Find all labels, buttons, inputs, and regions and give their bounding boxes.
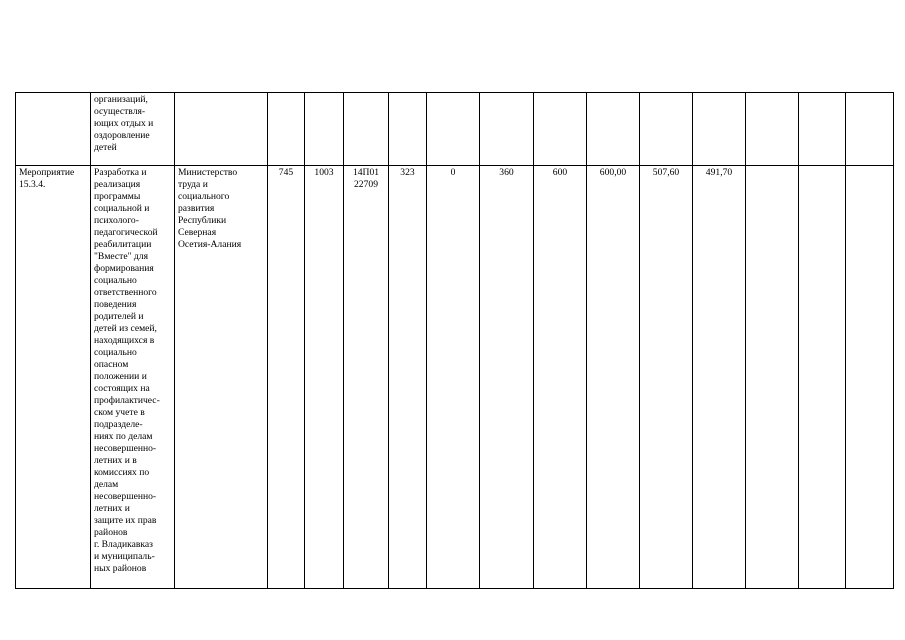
table-row (16, 93, 894, 166)
section-cell: 1003 (305, 166, 344, 589)
value-cell (799, 166, 846, 589)
value-cell: 600 (534, 166, 587, 589)
value-cell (587, 93, 640, 166)
grbs-cell: 745 (268, 166, 305, 589)
value-cell (427, 93, 480, 166)
table-row (16, 166, 894, 589)
value-cell: 0 (427, 166, 480, 589)
value-cell (746, 93, 799, 166)
measure-code-cell: Мероприятие 15.3.4. (16, 166, 91, 589)
value-cell (846, 93, 894, 166)
value-cell (640, 93, 693, 166)
measure-code-cell (16, 93, 91, 166)
target-article-cell: 14П01 22709 (344, 166, 389, 589)
executor-cell: Министерство труда и социального развития Республики Северная Осетия-Алания (175, 166, 268, 589)
budget-table (15, 92, 894, 589)
value-cell: 507,60 (640, 166, 693, 589)
value-cell (799, 93, 846, 166)
value-cell (746, 166, 799, 589)
section-cell (305, 93, 344, 166)
grbs-cell (268, 93, 305, 166)
value-cell (693, 93, 746, 166)
target-article-cell (344, 93, 389, 166)
value-cell (534, 93, 587, 166)
value-cell: 600,00 (587, 166, 640, 589)
value-cell: 360 (480, 166, 534, 589)
expense-type-cell (389, 93, 427, 166)
measure-title-cell: Разработка и реализация программы социальной и психолого- педагогической реабилитации "Вместе" для формирования социально ответственного поведения родителей и детей из семей, находящихся в социально опасном положении и состоящих на профилактичес- ском учете в подразделе- ниях по делам несовершенно- летних и в комиссиях по делам несовершенно- летних и защите их прав районов г. Владикавказ и муниципаль- ных районов (91, 166, 175, 589)
value-cell (846, 166, 894, 589)
executor-cell (175, 93, 268, 166)
measure-title-cell: организаций, осуществля- ющих отдых и оздоровление детей (91, 93, 175, 166)
value-cell (480, 93, 534, 166)
value-cell: 491,70 (693, 166, 746, 589)
expense-type-cell: 323 (389, 166, 427, 589)
